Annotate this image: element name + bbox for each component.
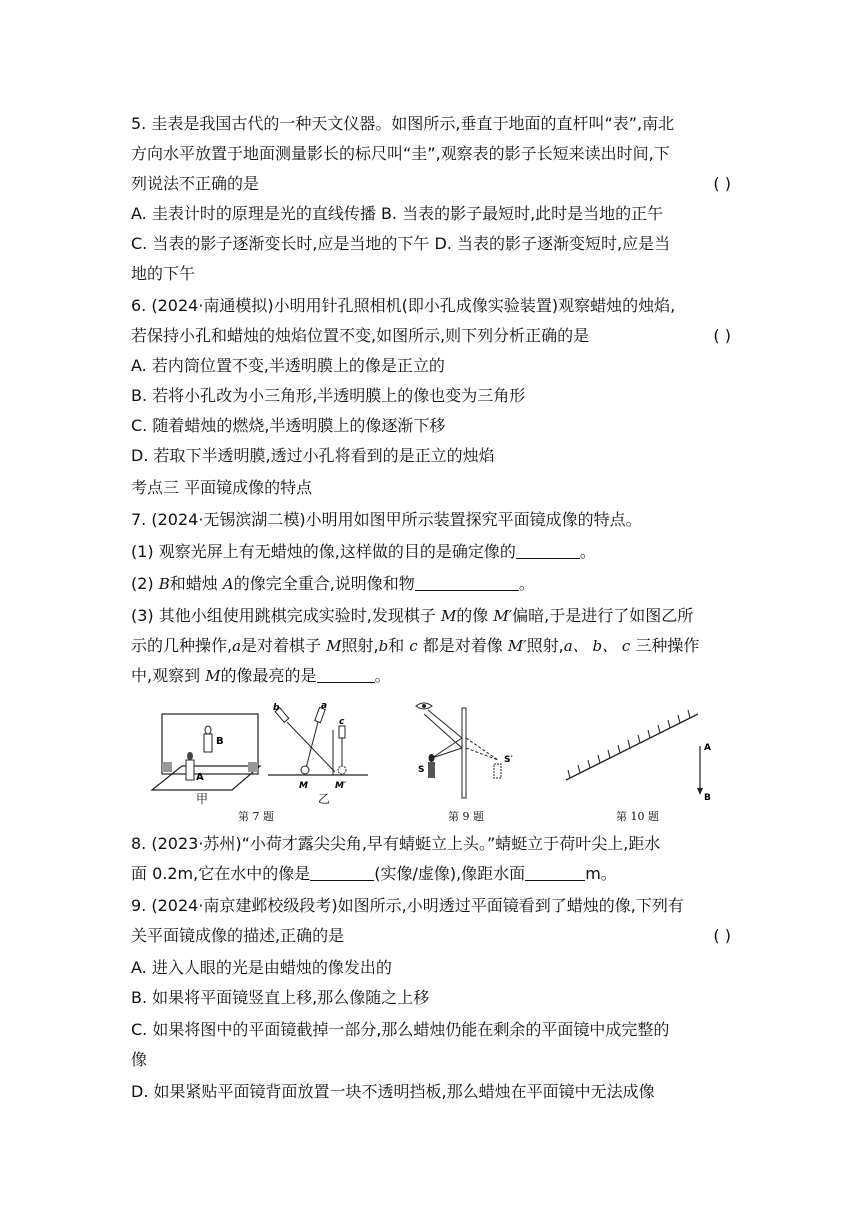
q6-option-a: A. 若内筒位置不变,半透明膜上的像是正立的 — [131, 356, 445, 375]
figure-10-diagram — [558, 700, 711, 810]
q7-p3l2-b: b — [378, 637, 389, 655]
q6-option-c: C. 随着蜡烛的燃烧,半透明膜上的像逐渐下移 — [131, 416, 446, 435]
q5-stem-end: 列说法不正确的是 — [131, 174, 260, 193]
q7-part-2 — [131, 574, 731, 594]
q7-p3l2-text-g: 三种操作 — [630, 636, 700, 655]
q7-part-1-text: (1) 观察光屏上有无蜡烛的像,这样做的目的是确定像的 — [131, 542, 516, 561]
q7-line-1: 7. (2024·无锡滨湖二模)小明用如图甲所示装置探究平面镜成像的特点。 — [131, 510, 642, 529]
yi-label-c: c — [339, 717, 345, 727]
q9-answer-bracket: ( ) — [713, 926, 731, 945]
q7-part-1-blank[interactable] — [516, 543, 580, 559]
q7-part-3-line-3 — [131, 666, 731, 686]
q9-line-1: 9. (2024·南京建邺校级段考)如图所示,小明透过平面镜看到了蜡烛的像,下列有 — [131, 896, 684, 915]
q9-option-c-cont: 像 — [131, 1050, 148, 1069]
f9-label-s: S — [418, 765, 425, 775]
q8-text-c: m。 — [585, 864, 617, 883]
q9-option-b: B. 如果将平面镜竖直上移,那么像随之上移 — [131, 988, 430, 1007]
q9-line-2 — [131, 926, 731, 946]
q6-option-b: B. 若将小孔改为小三角形,半透明膜上的像也变为三角形 — [131, 386, 526, 405]
q7-part-2-a: A — [222, 575, 234, 593]
q5-option-b: B. 当表的影子最短时,此时是当地的正午 — [380, 204, 664, 223]
q8-line-1: 8. (2023·苏州)“小荷才露尖尖角,早有蜻蜓立上头。”蜻蜓立于荷叶尖上,距水 — [131, 834, 661, 853]
q7-part-2-end: 。 — [518, 574, 535, 593]
q7-p3l2-text-e: 都是对着像 — [417, 636, 508, 655]
q7-p3l2-text-b: 是对着棋子 — [241, 636, 327, 655]
q7-p3l3-m: M — [205, 667, 221, 685]
q7-part-3-m2: M′ — [493, 607, 513, 625]
q8-text-a: 面 0.2m,它在水中的像是 — [131, 864, 311, 883]
figure-7-caption: 第 7 题 — [238, 810, 274, 823]
q7-part-3-text-c: 偏暗,于是进行了如图乙所 — [512, 606, 694, 625]
jia-label-a: A — [196, 772, 204, 783]
q5-answer-bracket: ( ) — [713, 174, 731, 193]
q7-part-3-blank[interactable] — [317, 667, 375, 683]
f10-label-b: B — [704, 793, 711, 803]
q7-p3l2-abc: a、 b、 c — [563, 637, 631, 655]
yi-label-m2: M′ — [335, 781, 347, 791]
yi-label-a: a — [321, 701, 328, 711]
q9-option-d: D. 如果紧贴平面镜背面放置一块不透明挡板,那么蜡烛在平面镜中无法成像 — [131, 1082, 655, 1101]
q8-blank-2[interactable] — [525, 865, 585, 881]
q7-part-2-mid: 和蜡烛 — [169, 574, 223, 593]
q5-options-ab — [131, 204, 731, 224]
q7-p3l2-m2: M′ — [507, 637, 527, 655]
q7-part-2-text: 的像完全重合,说明像和物 — [233, 574, 415, 593]
f9-label-s2: S′ — [504, 755, 513, 765]
q5-line-3 — [131, 174, 731, 194]
q6-answer-bracket: ( ) — [713, 326, 731, 345]
q7-p3l2-text-c: 照射, — [341, 636, 379, 655]
q5-option-d-cont: 地的下午 — [131, 264, 196, 283]
q6-option-d: D. 若取下半透明膜,透过小孔将看到的是正立的烛焰 — [131, 446, 495, 465]
figure-9-caption: 第 9 题 — [448, 810, 484, 823]
f10-label-a: A — [704, 743, 711, 753]
q7-p3l2-text-f: 照射, — [526, 636, 564, 655]
q7-p3l3-end: 。 — [374, 666, 391, 685]
q6-line-1: 6. (2024·南通模拟)小明用针孔照相机(即小孔成像实验装置)观察蜡烛的烛焰, — [131, 296, 676, 315]
q7-part-1-end: 。 — [579, 542, 596, 561]
q5-line-2: 方向水平放置于地面测量影长的标尺叫“圭”,观察表的影子长短来读出时间,下 — [131, 144, 670, 163]
q9-option-c: C. 如果将图中的平面镜截掉一部分,那么蜡烛仍能在剩余的平面镜中成完整的 — [131, 1020, 670, 1039]
yi-label-b: b — [273, 703, 280, 713]
q5-options-cd — [131, 234, 731, 254]
q7-p3l2-m: M — [326, 637, 342, 655]
q7-part-3-text-a: (3) 其他小组使用跳棋完成实验时,发现棋子 — [131, 606, 441, 625]
q5-option-d: D. 当表的影子逐渐变短时,应是当 — [434, 234, 671, 253]
q7-part-2-blank[interactable] — [415, 575, 519, 591]
q9-option-a: A. 进入人眼的光是由蜡烛的像发出的 — [131, 958, 392, 977]
yi-label-m: M — [299, 781, 308, 791]
q8-text-b: (实像/虚像),像距水面 — [374, 864, 526, 883]
q7-p3l2-text-d: 和 — [388, 636, 410, 655]
q8-line-2 — [131, 864, 731, 884]
q7-p3l3-text-a: 中,观察到 — [131, 666, 206, 685]
q7-p3l2-c: c — [409, 637, 418, 655]
q8-blank-1[interactable] — [310, 865, 374, 881]
figures-row — [148, 700, 711, 826]
q5-option-a: A. 圭表计时的原理是光的直线传播 — [131, 204, 376, 223]
figure-10-caption: 第 10 题 — [616, 810, 659, 823]
q7-part-2-num: (2) — [131, 574, 159, 593]
figure-9-diagram — [410, 700, 520, 810]
q7-part-3-line-2 — [131, 636, 731, 656]
q6-stem-end: 若保持小孔和蜡烛的烛焰位置不变,如图所示,则下列分析正确的是 — [131, 326, 590, 345]
q7-part-3-text-b: 的像 — [456, 606, 494, 625]
q7-part-3-m: M — [440, 607, 457, 625]
q7-part-3-line-1 — [131, 606, 731, 626]
q7-p3l2-a: a — [232, 637, 242, 655]
q7-p3l3-text-b: 的像最亮的是 — [220, 666, 317, 685]
q7-p3l2-text-a: 示的几种操作, — [131, 636, 233, 655]
figure-jia-label: 甲 — [196, 792, 209, 806]
q5-option-c: C. 当表的影子逐渐变长时,应是当地的下午 — [131, 234, 430, 253]
q9-stem-end: 关平面镜成像的描述,正确的是 — [131, 926, 345, 945]
section-heading: 考点三 平面镜成像的特点 — [131, 478, 313, 497]
q5-line-1: 5. 圭表是我国古代的一种天文仪器。如图所示,垂直于地面的直杆叫“表”,南北 — [131, 114, 675, 133]
q6-line-2 — [131, 326, 731, 346]
jia-label-b: B — [216, 736, 224, 747]
figure-yi-label: 乙 — [318, 792, 331, 806]
q7-part-1 — [131, 542, 731, 562]
q7-part-2-b: B — [158, 575, 170, 593]
